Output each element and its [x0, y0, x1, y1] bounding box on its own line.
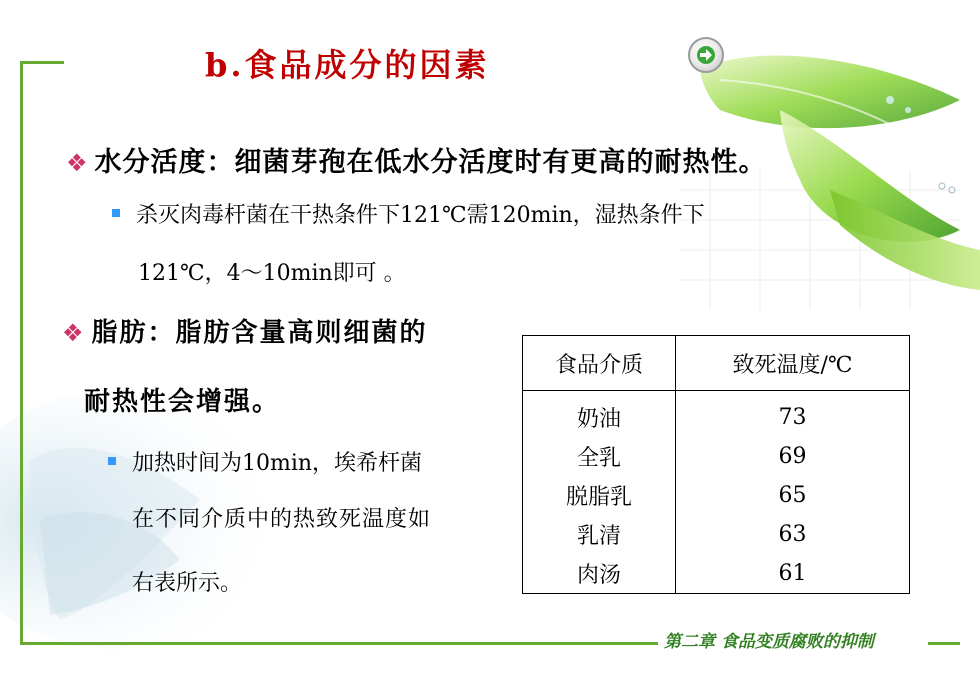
- point-fat-line1: [62, 312, 428, 349]
- table-header-medium: 食品介质: [523, 336, 676, 391]
- subpoint-ecoli-line3: 右表所示。: [132, 571, 243, 596]
- square-bullet-icon: [112, 209, 120, 217]
- square-bullet-icon: [108, 457, 116, 465]
- point-fat-line2: 耐热性会增强。: [84, 387, 281, 417]
- table-cell-medium: 肉汤: [523, 554, 676, 594]
- table-cell-temperature: 61: [778, 561, 807, 586]
- table-row: [523, 391, 910, 438]
- table-cell-temperature: 73: [778, 405, 807, 430]
- frame-left-line: [20, 61, 23, 645]
- arrow-right-icon: [696, 45, 716, 65]
- table-cell-medium: 奶油: [523, 391, 676, 438]
- subpoint-text: 加热时间为10min，埃希杆菌: [132, 451, 423, 476]
- point-fat-text: 脂肪：脂肪含量高则细菌的: [91, 318, 428, 348]
- table-row: [523, 515, 910, 554]
- table-cell-temperature: 69: [778, 444, 807, 469]
- table-header-row: [523, 336, 910, 391]
- diamond-bullet-icon: ❖: [62, 319, 86, 347]
- table-row: [523, 554, 910, 594]
- table-cell-temperature: 65: [778, 483, 807, 508]
- lethal-temperature-table: [522, 335, 910, 594]
- table-cell-temperature: 63: [778, 522, 807, 547]
- table-cell-medium: 脱脂乳: [523, 476, 676, 515]
- point-water-activity: [66, 140, 767, 179]
- subpoint-text: 杀灭肉毒杆菌在干热条件下121℃需120min，湿热条件下: [136, 203, 705, 228]
- subpoint-botulinum-line2: 121℃，4～10min即可 。: [138, 261, 406, 286]
- table-cell-medium: 乳清: [523, 515, 676, 554]
- diamond-bullet-icon: ❖: [66, 149, 89, 177]
- table-row: [523, 437, 910, 476]
- subpoint-ecoli-line1: [108, 446, 422, 477]
- next-slide-button[interactable]: [688, 37, 724, 73]
- chapter-footer: 第二章 食品变质腐败的抑制: [664, 632, 874, 652]
- frame-bottom-right-line: [928, 642, 960, 645]
- point-water-activity-text: 水分活度：细菌芽孢在低水分活度时有更高的耐热性。: [94, 147, 767, 178]
- table-header-temperature: 致死温度/℃: [676, 336, 910, 391]
- slide-title: b.食品成分的因素: [205, 46, 490, 84]
- table-row: [523, 476, 910, 515]
- subpoint-ecoli-line2: 在不同介质中的热致死温度如: [132, 507, 432, 532]
- subpoint-botulinum-line1: [112, 198, 705, 229]
- frame-top-left-line: [20, 61, 64, 64]
- table-cell-medium: 全乳: [523, 437, 676, 476]
- frame-bottom-line: [20, 642, 658, 645]
